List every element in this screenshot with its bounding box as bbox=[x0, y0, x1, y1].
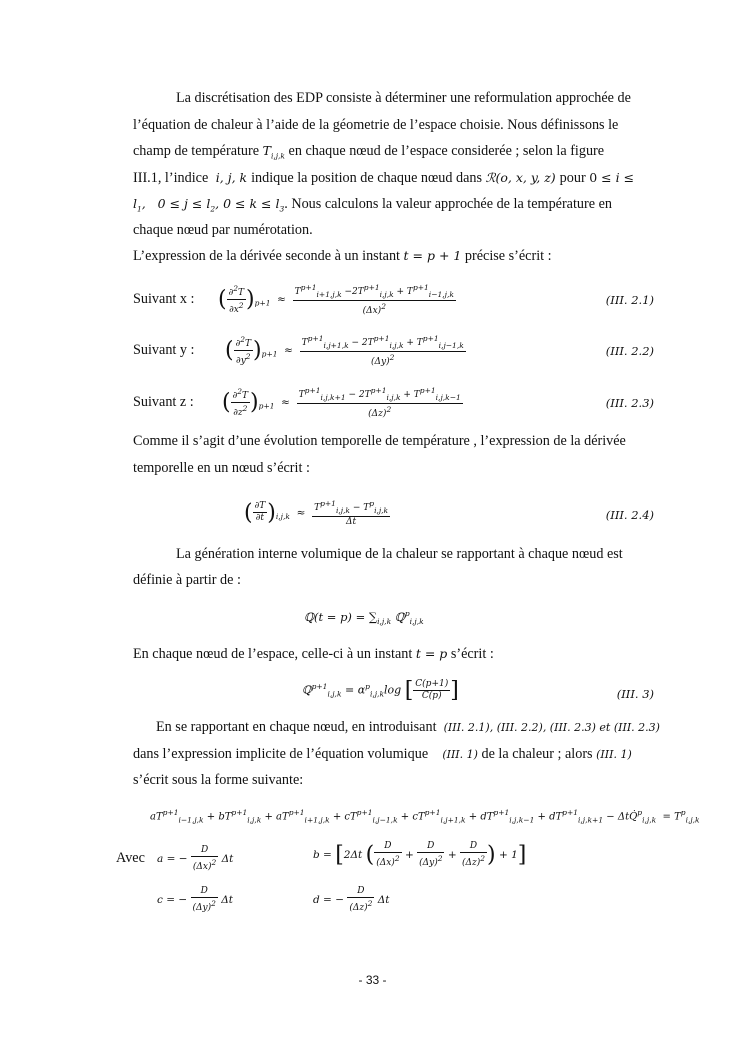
implicit-line-1-refs: (III. 2.1), (III. 2.2), (III. 2.3) et (III. 2.3) bbox=[443, 721, 660, 734]
implicit-line-2b: de la chaleur ; alors bbox=[481, 746, 593, 762]
implicit-line-2a: dans l’expression implicite de l’équation volumique bbox=[133, 746, 429, 762]
equation-generation-sum: ℚ(t = $p) = \sum_{i,j,k}$ ℚ$^p_{i,j,k}$ bbox=[304, 609, 424, 627]
intro-line-1: La discrétisation des EDP consiste à déterminer une reformulation approchée de bbox=[176, 90, 631, 106]
derivative-intro: L’expression de la dérivée seconde à un instant t = p + 1 précise s’écrit : bbox=[133, 248, 552, 264]
equation-generation-node: ℚ$^{p+1}_{i,j,k}$ = $\alpha^p_{i,j,k}\log$ [ $\frac{C(p+1)}{C(p)}$ ] bbox=[302, 678, 459, 703]
eqno-2-1: (III. 2.1) bbox=[605, 293, 654, 307]
equation-time: ( $\frac{\partial T}{\partial t}$ )$_{i,j,k}$ ≈ $\frac{T^{p+1}_{i,j,k} - T^p_{i,j,k}}{\Delta t}$ bbox=[244, 499, 389, 527]
instant-text-b: s’écrit : bbox=[450, 646, 494, 662]
intro-line-6: chaque nœud par numérotation. bbox=[133, 222, 313, 238]
intro-line-5: $l_1$, $0 \le j \le l_2$, $0 \le k \le l_3$. Nous calculons la valeur approchée de la température en bbox=[133, 196, 612, 214]
label-y: Suivant y : bbox=[133, 342, 195, 358]
implicit-line-1 bbox=[156, 719, 660, 736]
coef-d: d = − $\frac{D}{(\Delta z)^2}$ Δt bbox=[313, 886, 390, 913]
implicit-line-2 bbox=[133, 746, 632, 763]
eqno-2-3: (III. 2.3) bbox=[605, 396, 654, 410]
temporal-line-1: Comme il s’agit d’une évolution temporelle de température , l’expression de la dérivée bbox=[133, 433, 626, 449]
coef-c: c = − $\frac{D}{(\Delta y)^2}$ Δt bbox=[157, 886, 234, 913]
implicit-line-1-text: En se rapportant en chaque nœud, en introduisant bbox=[156, 719, 437, 735]
equation-implicit: $aT^{p+1}_{i-1,j,k} + bT^{p+1}_{i,j,k} + aT^{p+1}_{i+1,j,k} + cT^{p+1}_{i,j-1,k} + cT^{p+1}_{i,j+1,k} + dT^{p+1}_{i,j,k-1} + dT^{p+1}_{i,j,k+1}$ − ΔtQ̇$^p_{i,j,k}$ = $T^p_{i,j,k}$ bbox=[150, 808, 700, 825]
eqno-2-4: (III. 2.4) bbox=[605, 508, 654, 522]
intro-line-3b: en chaque nœud de l’espace considerée ; selon la figure bbox=[288, 143, 605, 159]
implicit-line-2-ref2: (III. 1) bbox=[596, 748, 632, 761]
avec-label: Avec bbox=[116, 850, 145, 866]
instant-line: En chaque nœud de l’espace, celle-ci à un instant t = p s’écrit : bbox=[133, 646, 494, 662]
intro-line-5b: . Nous calculons la valeur approchée de la température en bbox=[284, 196, 612, 212]
intro-line-4b: indique la position de chaque nœud dans bbox=[251, 170, 482, 186]
derivative-intro-b: précise s’écrit : bbox=[464, 248, 552, 264]
intro-line-4a: III.1, l’indice bbox=[133, 170, 209, 186]
equation-z: ( $\frac{\partial^2T}{\partial z^2}$ )$_{p+1}$ ≈ $\frac{T^{p+1}_{i,j,k+1} - 2T^{p+1}_{i,j,k} + T^{p+1}_{i,j,k-1}}{(\Delta z)^2}$ bbox=[222, 386, 461, 419]
intro-line-4c: pour bbox=[559, 170, 586, 186]
equation-x: ( $\frac{\partial^2T}{\partial x^2}$ )$_{p+1}$ ≈ $\frac{T^{p+1}_{i+1,j,k} -2T^{p+1}_{i,j,k} + T^{p+1}_{i-1,j,k}}{(\Delta x)^2}$ bbox=[218, 283, 454, 316]
intro-line-3a: champ de température bbox=[133, 143, 260, 159]
coef-a: a = − $\frac{D}{(\Delta x)^2}$ Δt bbox=[157, 845, 234, 872]
label-z: Suivant z : bbox=[133, 394, 194, 410]
generation-line-2: définie à partir de : bbox=[133, 572, 241, 588]
intro-line-3: champ de température $T_{i,j,k}$ en chaque nœud de l’espace considerée ; selon la figure bbox=[133, 143, 605, 161]
intro-line-4: III.1, l’indice i, j, k indique la position de chaque nœud dans ℛ(o, x, y, z) pour 0 ≤ i ≤ bbox=[133, 170, 635, 186]
temporal-line-2: temporelle en un nœud s’écrit : bbox=[133, 460, 310, 476]
equation-y: ( $\frac{\partial^2T}{\partial y^2}$ )$_{p+1}$ ≈ $\frac{T^{p+1}_{i,j+1,k} - 2T^{p+1}_{i,j,k} + T^{p+1}_{i,j-1,k}}{(\Delta y)^2}$ bbox=[225, 334, 464, 367]
page-number: - 33 - bbox=[358, 973, 387, 987]
eqno-3: (III. 3) bbox=[616, 687, 654, 701]
instant-text-a: En chaque nœud de l’espace, celle-ci à un instant bbox=[133, 646, 413, 662]
derivative-intro-a: L’expression de la dérivée seconde à un instant bbox=[133, 248, 400, 264]
label-x: Suivant x : bbox=[133, 291, 195, 307]
generation-line-1: La génération interne volumique de la chaleur se rapportant à chaque nœud est bbox=[176, 546, 623, 562]
implicit-line-3: s’écrit sous la forme suivante: bbox=[133, 772, 304, 788]
implicit-line-2-ref1: (III. 1) bbox=[442, 748, 478, 761]
coef-b: b = [2Δt ( $\frac{D}{(\Delta x)^2}$ + $\frac{D}{(\Delta y)^2}$ + $\frac{D}{(\Delta z)^2}$ ) + 1] bbox=[313, 841, 527, 868]
eqno-2-2: (III. 2.2) bbox=[605, 344, 654, 358]
intro-line-2: l’équation de chaleur à l’aide de la géometrie de l’espace choisie. Nous définissons le bbox=[133, 117, 619, 133]
